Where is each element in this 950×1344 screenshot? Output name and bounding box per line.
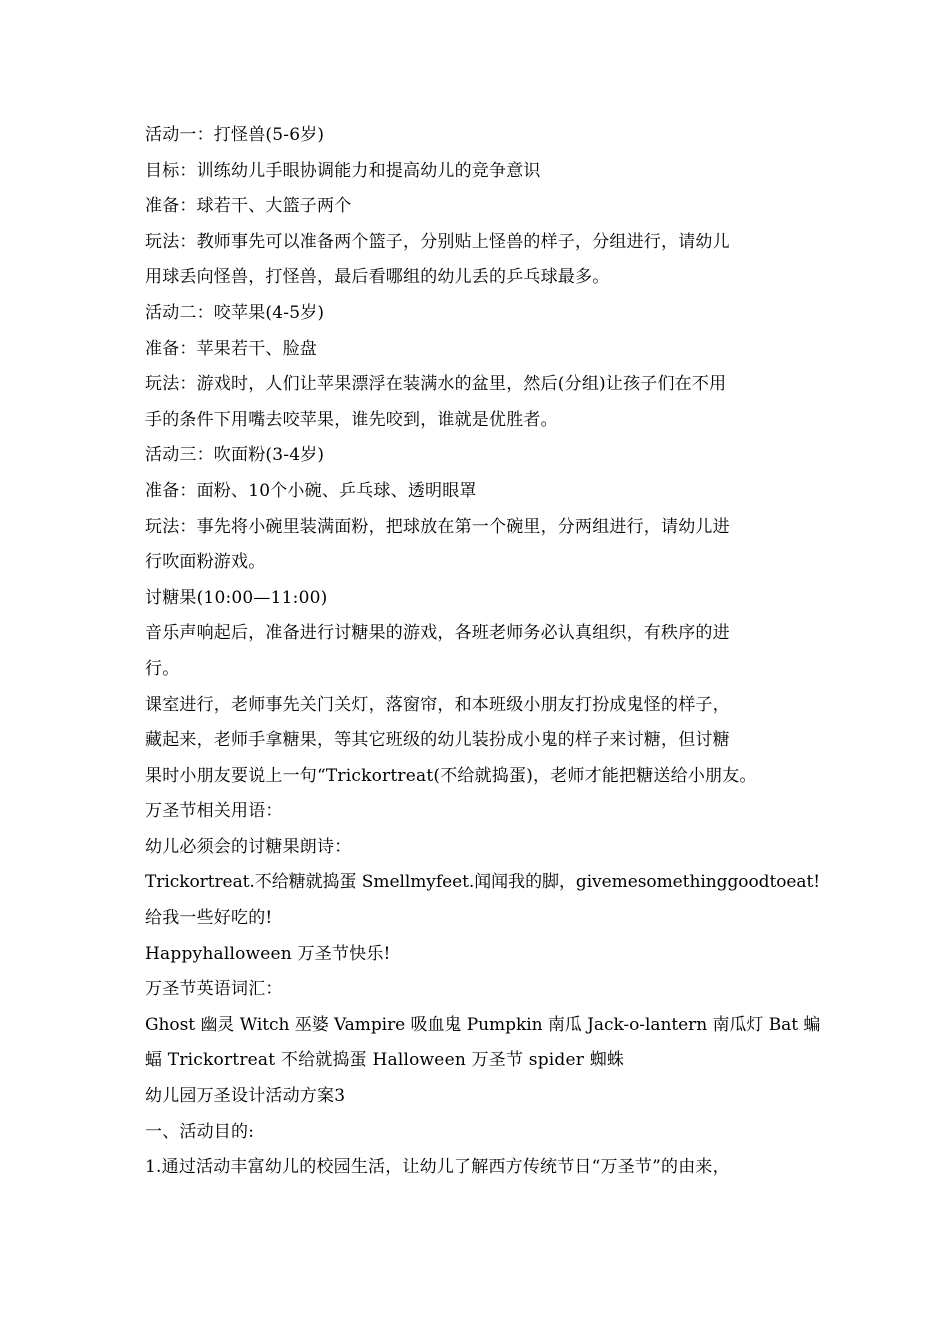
text-line: 课室进行，老师事先关门关灯，落窗帘，和本班级小朋友打扮成鬼怪的样子，: [145, 694, 730, 715]
text-line: 幼儿必须会的讨糖果朗诗：: [145, 836, 352, 857]
text-line: 准备：苹果若干、脸盘: [145, 338, 317, 359]
text-line: 活动一：打怪兽(5-6岁): [145, 125, 325, 145]
text-line: 万圣节相关用语：: [145, 801, 283, 822]
text-line: 行。: [145, 658, 180, 679]
text-line: 手的条件下用嘴去咬苹果，谁先咬到，谁就是优胜者。: [145, 409, 558, 430]
text-line: 活动三：吹面粉(3-4岁): [145, 445, 325, 466]
text-line: 给我一些好吃的!: [145, 908, 273, 929]
text-line: 玩法：游戏时，人们让苹果漂浮在装满水的盆里，然后(分组)让孩子们在不用: [145, 374, 727, 395]
text-line: Happyhalloween 万圣节快乐!: [145, 943, 391, 964]
text-line: 讨糖果(10:00—11:00): [145, 587, 328, 608]
text-line: 藏起来，老师手拿糖果，等其它班级的幼儿装扮成小鬼的样子来讨糖，但讨糖: [145, 730, 730, 751]
text-line: 玩法：教师事先可以准备两个篮子，分别贴上怪兽的样子，分组进行，请幼儿: [145, 231, 730, 252]
text-line: 准备：面粉、10个小碗、乒乓球、透明眼罩: [145, 480, 477, 501]
text-line: 用球丢向怪兽，打怪兽，最后看哪组的幼儿丢的乒乓球最多。: [145, 267, 610, 288]
text-line: 目标：训练幼儿手眼协调能力和提高幼儿的竞争意识: [145, 160, 541, 181]
text-line: Ghost 幽灵 Witch 巫婆 Vampire 吸血鬼 Pumpkin 南瓜 Jack-o-lantern 南瓜灯 Bat 蝙: [145, 1014, 821, 1035]
text-line: 果时小朋友要说上一句“Trickortreat(不给就捣蛋)，老师才能把糖送给小朋友。: [145, 765, 757, 786]
text-line: 蝠 Trickortreat 不给就捣蛋 Halloween 万圣节 spider 蜘蛛: [145, 1050, 625, 1071]
text-line: 音乐声响起后，准备进行讨糖果的游戏，各班老师务必认真组织，有秩序的进: [145, 623, 730, 644]
text-line: 1.通过活动丰富幼儿的校园生活，让幼儿了解西方传统节日“万圣节”的由来，: [145, 1157, 730, 1178]
text-line: 幼儿园万圣设计活动方案3: [145, 1086, 346, 1107]
text-line: 行吹面粉游戏。: [145, 552, 266, 573]
text-line: 玩法：事先将小碗里装满面粉，把球放在第一个碗里，分两组进行，请幼儿进: [145, 516, 730, 537]
document-body: [145, 118, 821, 1186]
text-line: 万圣节英语词汇：: [145, 979, 283, 1000]
text-line: 准备：球若干、大篮子两个: [145, 196, 352, 217]
text-line: 活动二：咬苹果(4-5岁): [145, 302, 325, 323]
text-line: 一、活动目的:: [145, 1121, 255, 1142]
text-line: Trickortreat.不给糖就捣蛋 Smellmyfeet.闻闻我的脚，givemesomethinggoodtoeat!: [145, 872, 821, 893]
